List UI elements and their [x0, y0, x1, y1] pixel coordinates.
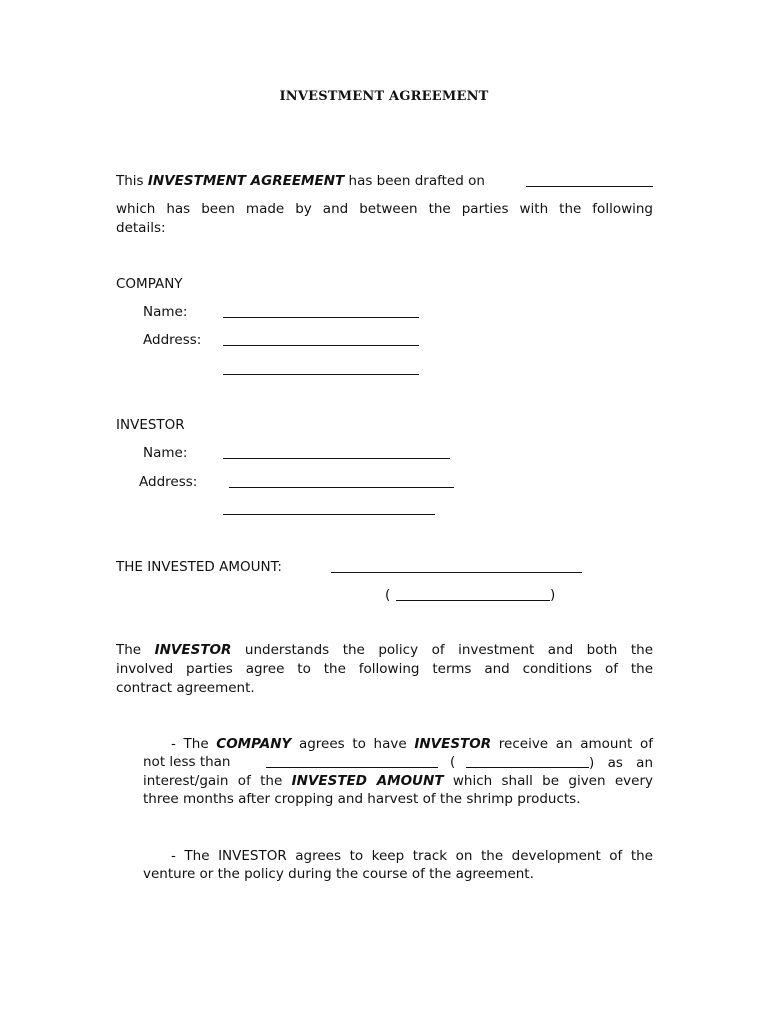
company-address-blank-2[interactable] [223, 374, 419, 375]
term1-line-1 [171, 735, 653, 754]
intro-emphasis: INVESTMENT AGREEMENT [147, 173, 345, 189]
intro-prefix: This [116, 173, 144, 189]
term1-invested-emphasis: INVESTED AMOUNT [291, 773, 444, 789]
amount-paren-close: ) [550, 587, 556, 603]
company-address-blank-1[interactable] [223, 345, 419, 346]
intro-suffix: has been drafted on [348, 173, 485, 189]
term2-line-1: - The INVESTOR agrees to keep track on the development of the [171, 848, 653, 864]
policy-line-1-rest: understands the policy of investment and both the [244, 642, 654, 658]
term1-investor-emphasis: INVESTOR [414, 736, 492, 752]
term1-paren-open: ( [450, 754, 456, 770]
intro-line-3: details: [116, 220, 166, 236]
investor-heading: INVESTOR [116, 417, 185, 433]
term1-dash: - The [171, 736, 209, 752]
invested-amount-blank[interactable] [331, 572, 582, 573]
term1-line-2-start: not less than [143, 754, 231, 770]
min-amount-blank[interactable] [266, 767, 438, 768]
invested-amount-label: THE INVESTED AMOUNT: [116, 559, 282, 575]
amount-paren-open: ( [385, 587, 391, 603]
policy-line-1 [116, 641, 653, 660]
policy-line-2: involved parties agree to the following terms and conditions of the [116, 661, 653, 677]
term1-line-3-end: which shall be given every [452, 773, 653, 789]
investor-address-blank-1[interactable] [229, 487, 454, 488]
investor-name-blank[interactable] [223, 458, 450, 459]
min-amount-words-blank[interactable] [466, 767, 589, 768]
company-address-label: Address: [143, 332, 202, 348]
company-heading: COMPANY [116, 276, 183, 292]
term2-line-2: venture or the policy during the course of the agreement. [143, 866, 534, 882]
amount-words-blank[interactable] [396, 600, 550, 601]
company-name-blank[interactable] [223, 317, 419, 318]
document-title: INVESTMENT AGREEMENT [279, 89, 489, 104]
term1-company-emphasis: COMPANY [216, 736, 292, 752]
term1-middle: agrees to have [298, 736, 407, 752]
policy-line-3: contract agreement. [116, 680, 255, 696]
term1-line-3 [143, 772, 653, 791]
intro-line-1 [116, 173, 485, 189]
policy-investor-emphasis: INVESTOR [154, 642, 232, 658]
investor-address-label: Address: [139, 474, 198, 490]
term1-rest: receive an amount of [498, 736, 653, 752]
intro-line-2: which has been made by and between the parties with the following [116, 201, 653, 217]
investor-name-label: Name: [143, 445, 188, 461]
term1-line-2-end: ) as an [589, 755, 653, 771]
company-name-label: Name: [143, 304, 188, 320]
term1-line-3-start: interest/gain of the [143, 773, 283, 789]
term1-line-4: three months after cropping and harvest of the shrimp products. [143, 791, 581, 807]
policy-prefix: The [116, 642, 142, 658]
investor-address-blank-2[interactable] [223, 514, 435, 515]
date-blank[interactable] [526, 186, 653, 187]
